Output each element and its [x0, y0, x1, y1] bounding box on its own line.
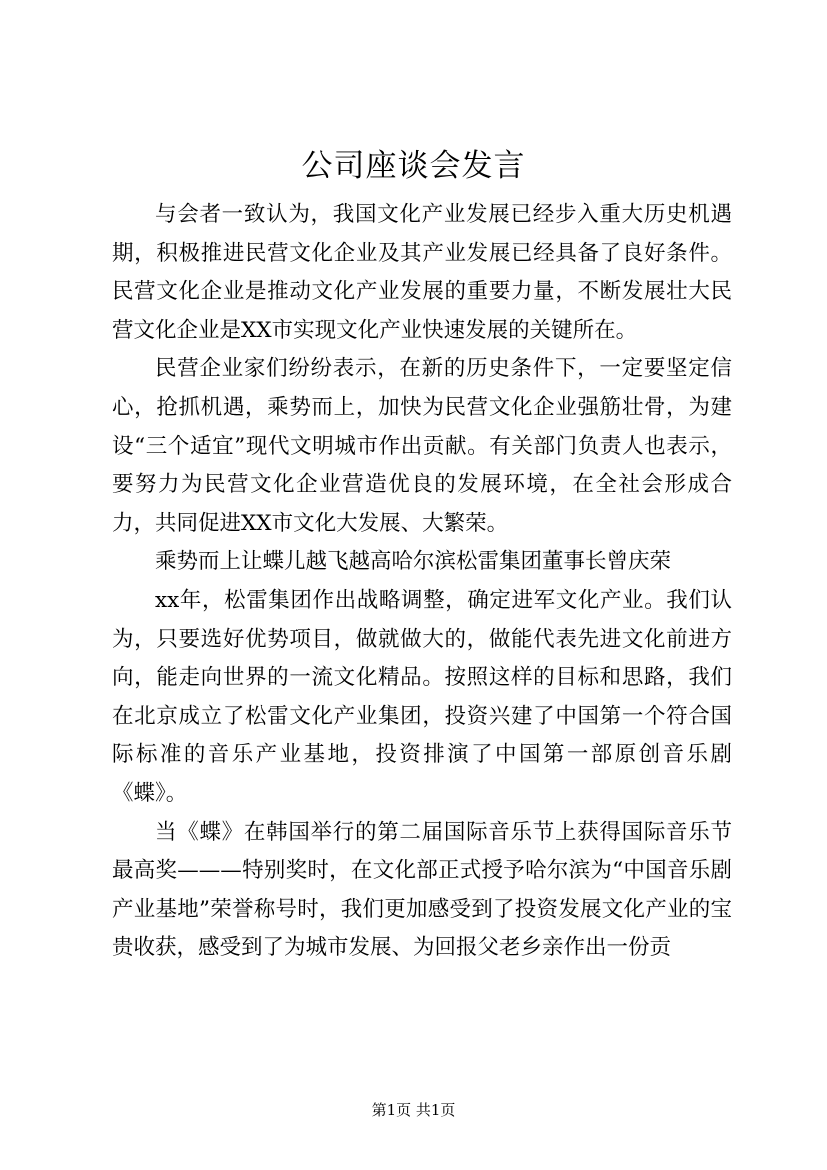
paragraph: 当《蝶》在韩国举行的第二届国际音乐节上获得国际音乐节最高奖———特别奖时，在文化部正式授予哈尔滨为“中国音乐剧产业基地”荣誉称号时，我们更加感受到了投资发展文化产业的宝贵收获，感受到了为城市发展、为回报父老乡亲作出一份贡	[112, 819, 732, 961]
paragraph: 与会者一致认为，我国文化产业发展已经步入重大历史机遇期，积极推进民营文化企业及其产业发展已经具备了良好条件。民营文化企业是推动文化产业发展的重要力量，不断发展壮大民营文化企业是XX市实现文化产业快速发展的关键所在。	[112, 202, 732, 343]
paragraph: xx年，松雷集团作出战略调整，确定进军文化产业。我们认为，只要选好优势项目，做就做大的，做能代表先进文化前进方向，能走向世界的一流文化精品。按照这样的目标和思路，我们在北京成立了松雷文化产业集团，投资兴建了中国第一个符合国际标准的音乐产业基地，投资排演了中国第一部原创音乐剧《蝶》。	[112, 587, 732, 806]
paragraph: 乘势而上让蝶儿越飞越高哈尔滨松雷集团董事长曾庆荣	[155, 549, 672, 575]
document-title: 公司座谈会发言	[301, 148, 526, 184]
page-footer: 第1页 共1页	[371, 1101, 456, 1119]
paragraph: 民营企业家们纷纷表示，在新的历史条件下，一定要坚定信心，抢抓机遇，乘势而上，加快为民营文化企业强筋壮骨，为建设“三个适宜”现代文明城市作出贡献。有关部门负责人也表示，要努力为民营文化企业营造优良的发展环境，在全社会形成合力，共同促进XX市文化大发展、大繁荣。	[112, 356, 732, 536]
document-body	[112, 196, 732, 968]
